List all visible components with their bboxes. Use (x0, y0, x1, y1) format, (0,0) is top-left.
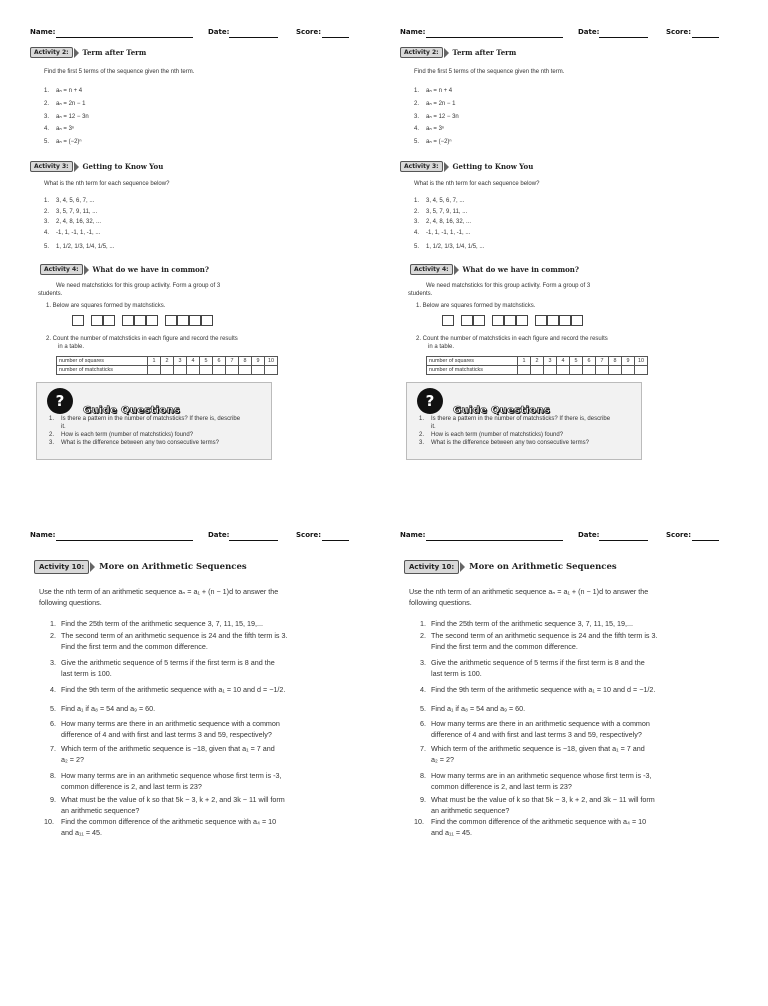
item-text: aₙ = 3ⁿ (426, 126, 445, 133)
name-field[interactable] (426, 540, 563, 541)
name-label: Name: (30, 28, 56, 36)
matchstick-squares-figure (72, 315, 220, 326)
list-item-cont: a₂ = 2? (61, 755, 84, 764)
item-number: 5. (420, 704, 426, 713)
name-label: Name: (400, 531, 426, 539)
list-item-cont: difference of 4 and with first and last terms 3 and 59, respectively? (431, 730, 642, 739)
list-item (419, 439, 589, 447)
item-text: aₙ = (−2)ⁿ (426, 139, 452, 146)
arrow-icon (444, 162, 449, 172)
activity-4-step-2: 2. Count the number of matchsticks in each figure and record the results (416, 336, 608, 342)
activity-tag: Activity 10: (404, 560, 459, 574)
table-column-header: 3 (544, 357, 557, 366)
list-item (50, 719, 280, 729)
item-text: Find the common difference of the arithmetic sequence with a₄ = 10 (431, 817, 647, 826)
list-item (50, 744, 275, 754)
list-item-cont: Find the first term and the common difference. (431, 642, 578, 651)
item-text: aₙ = 2n − 1 (426, 100, 456, 107)
item-number: 2. (44, 100, 50, 107)
item-number: 1. (49, 416, 55, 422)
matchsticks-table (56, 356, 278, 375)
item-number: 4. (414, 229, 420, 236)
date-field[interactable] (229, 540, 278, 541)
activity-10-heading (34, 560, 247, 574)
item-text: aₙ = n + 4 (56, 88, 83, 94)
table-cell-blank[interactable] (583, 366, 596, 375)
date-label: Date: (208, 531, 230, 539)
list-item-cont: a₂ = 2? (431, 755, 454, 764)
list-item (49, 415, 240, 423)
worksheet-header (400, 28, 760, 42)
table-row-label: number of matchsticks (57, 366, 148, 375)
table-column-header: 5 (570, 357, 583, 366)
item-text: -1, 1, -1, 1, -1, ... (426, 229, 471, 236)
item-number: 4. (420, 685, 426, 694)
list-item-cont: an arithmetic sequence? (61, 806, 140, 815)
activity-3-instruction: What is the nth term for each sequence below? (414, 181, 540, 187)
date-label: Date: (208, 28, 230, 36)
table-cell-blank[interactable] (239, 366, 252, 375)
list-item (414, 229, 470, 237)
table-column-header: 3 (174, 357, 187, 366)
score-field[interactable] (692, 540, 719, 541)
score-label: Score: (666, 28, 691, 36)
item-number: 4. (44, 126, 50, 133)
table-column-header: 6 (583, 357, 596, 366)
activity-4-heading (410, 264, 579, 275)
table-column-header: 8 (239, 357, 252, 366)
date-field[interactable] (599, 37, 648, 38)
arrow-icon (74, 162, 79, 172)
activity-title: More on Arithmetic Sequences (99, 562, 247, 572)
activity-title: Term after Term (82, 48, 147, 57)
figure-4-squares (165, 315, 213, 326)
list-item-cont: it. (61, 424, 66, 430)
list-item (420, 631, 658, 641)
item-text: Give the arithmetic sequence of 5 terms if the first term is 8 and the (431, 658, 645, 667)
activity-title: What do we have in common? (92, 265, 209, 274)
activity-10-intro: Use the nth term of an arithmetic sequence aₙ = a₁ + (n − 1)d to answer the (39, 587, 279, 596)
table-cell-blank[interactable] (531, 366, 544, 375)
guide-questions-box (406, 382, 642, 460)
item-number: 1. (414, 88, 420, 94)
name-field[interactable] (56, 37, 193, 38)
item-number: 9. (50, 795, 56, 804)
item-text: Find a₁ if a₈ = 54 and a₉ = 60. (61, 704, 156, 713)
table-column-header: 6 (213, 357, 226, 366)
item-number: 4. (50, 685, 56, 694)
table-column-header: 10 (635, 357, 648, 366)
list-item-cont: common difference is 2, and last term is 23? (431, 782, 572, 791)
item-number: 2. (44, 208, 50, 215)
item-number: 3. (50, 658, 56, 667)
table-cell-blank[interactable] (557, 366, 570, 375)
item-text: Find the 9th term of the arithmetic sequence with a₁ = 10 and d = −1/2. (61, 685, 286, 694)
item-text: 1, 1/2, 1/3, 1/4, 1/5, ... (426, 244, 485, 250)
item-text: 3, 4, 5, 6, 7, ... (426, 198, 465, 204)
item-text: Find the 25th term of the arithmetic sequence 3, 7, 11, 15, 19,... (431, 619, 634, 628)
list-item-cont: difference of 4 and with first and last terms 3 and 59, respectively? (61, 730, 272, 739)
table-cell-blank[interactable] (174, 366, 187, 375)
table-column-header: 2 (161, 357, 174, 366)
date-label: Date: (578, 28, 600, 36)
activity-4-intro: We need matchsticks for this group activity. Form a group of 3 (56, 283, 221, 289)
activity-4-heading (40, 264, 209, 275)
item-number: 4. (44, 229, 50, 236)
item-number: 2. (49, 432, 55, 438)
item-number: 3. (419, 440, 425, 446)
figure-3-squares (122, 315, 158, 326)
item-text: The second term of an arithmetic sequence is 24 and the fifth term is 3. (431, 631, 658, 640)
list-item-cont: last term is 100. (431, 669, 482, 678)
item-text: 1, 1/2, 1/3, 1/4, 1/5, ... (56, 244, 115, 250)
list-item-cont: last term is 100. (61, 669, 112, 678)
activity-tag: Activity 4: (410, 264, 453, 275)
guide-questions-title: Guide Questions (453, 405, 551, 416)
item-text: 2, 4, 8, 16, 32, ... (56, 219, 102, 225)
list-item (420, 719, 650, 729)
item-text: How many terms are in an arithmetic sequence whose first term is -3, (431, 771, 652, 780)
list-item (414, 113, 459, 121)
item-number: 5. (414, 139, 420, 146)
figure-1-squares (442, 315, 454, 326)
list-item (44, 100, 85, 108)
table-row-label: number of matchsticks (427, 366, 518, 375)
list-item (419, 415, 610, 423)
matchsticks-table (426, 356, 648, 375)
list-item (49, 439, 219, 447)
table-column-header: 1 (148, 357, 161, 366)
item-text: aₙ = 2n − 1 (56, 100, 86, 107)
item-text: Find the 25th term of the arithmetic sequence 3, 7, 11, 15, 19,... (61, 619, 264, 628)
item-text: aₙ = 12 − 3n (56, 113, 89, 120)
item-text: What is the difference between any two consecutive terms? (61, 440, 219, 446)
item-text: Which term of the arithmetic sequence is −18, given that a₁ = 7 and (61, 744, 275, 753)
list-item (414, 87, 452, 95)
item-number: 3. (44, 113, 50, 120)
list-item-cont: it. (431, 424, 436, 430)
item-number: 5. (44, 139, 50, 146)
item-number: 10. (44, 817, 54, 826)
activity-4-step-2: 2. Count the number of matchsticks in each figure and record the results (46, 336, 238, 342)
list-item (44, 208, 97, 216)
item-text: Find the 9th term of the arithmetic sequence with a₁ = 10 and d = −1/2. (431, 685, 656, 694)
figure-4-squares (535, 315, 583, 326)
figure-2-squares (461, 315, 485, 326)
item-text: How many terms are in an arithmetic sequence whose first term is -3, (61, 771, 282, 780)
date-field[interactable] (229, 37, 278, 38)
question-mark-icon: ? (47, 388, 73, 414)
item-number: 3. (49, 440, 55, 446)
activity-4-step-1: 1. Below are squares formed by matchsticks. (46, 303, 166, 309)
item-text: 2, 4, 8, 16, 32, ... (426, 219, 472, 225)
table-column-header: 5 (200, 357, 213, 366)
score-field[interactable] (322, 37, 349, 38)
item-number: 5. (44, 244, 50, 250)
activity-10-heading (404, 560, 617, 574)
item-text: 3, 4, 5, 6, 7, ... (56, 198, 95, 204)
list-item (414, 125, 444, 133)
activity-title: More on Arithmetic Sequences (469, 562, 617, 572)
list-item (414, 208, 467, 216)
item-text: What must be the value of k so that 5k − 3, k + 2, and 3k − 11 will form (431, 795, 655, 804)
table-cell-blank[interactable] (252, 366, 265, 375)
item-text: How many terms are there in an arithmetic sequence with a common (61, 719, 280, 728)
table-cell-blank[interactable] (200, 366, 213, 375)
item-text: aₙ = (−2)ⁿ (56, 139, 82, 146)
table-cell-blank[interactable] (226, 366, 239, 375)
list-item (414, 218, 471, 226)
table-row-label: number of squares (57, 357, 148, 366)
item-number: 6. (50, 719, 56, 728)
item-text: aₙ = n + 4 (426, 88, 453, 94)
list-item (44, 125, 74, 133)
list-item (44, 197, 94, 205)
list-item (50, 631, 288, 641)
item-number: 5. (50, 704, 56, 713)
activity-tag: Activity 3: (30, 161, 73, 172)
activity-tag: Activity 10: (34, 560, 89, 574)
list-item (49, 431, 193, 439)
figure-2-squares (91, 315, 115, 326)
list-item-cont: common difference is 2, and last term is 23? (61, 782, 202, 791)
list-item (414, 243, 484, 251)
list-item (50, 771, 282, 781)
item-number: 7. (50, 744, 56, 753)
activity-title: Getting to Know You (452, 162, 534, 171)
table-row-label: number of squares (427, 357, 518, 366)
activity-10-intro-cont: following questions. (409, 598, 472, 607)
score-label: Score: (296, 28, 321, 36)
activity-4-step-2-cont: in a table. (58, 344, 85, 350)
score-field[interactable] (692, 37, 719, 38)
list-item-cont: and a₁₁ = 45. (61, 828, 103, 837)
table-column-header: 9 (252, 357, 265, 366)
guide-questions-box (36, 382, 272, 460)
matchstick-squares-figure (442, 315, 590, 326)
list-item (420, 771, 652, 781)
item-text: 3, 5, 7, 9, 11, ... (426, 208, 468, 215)
date-field[interactable] (599, 540, 648, 541)
item-number: 3. (420, 658, 426, 667)
item-text: Which term of the arithmetic sequence is −18, given that a₁ = 7 and (431, 744, 645, 753)
score-field[interactable] (322, 540, 349, 541)
activity-4-step-1: 1. Below are squares formed by matchsticks. (416, 303, 536, 309)
table-row (427, 357, 648, 366)
item-number: 1. (414, 198, 420, 204)
table-cell-blank[interactable] (265, 366, 278, 375)
arrow-icon (444, 48, 449, 58)
list-item-cont: an arithmetic sequence? (431, 806, 510, 815)
item-text: How many terms are there in an arithmetic sequence with a common (431, 719, 650, 728)
date-label: Date: (578, 531, 600, 539)
list-item (44, 243, 114, 251)
activity-10-intro-cont: following questions. (39, 598, 102, 607)
table-column-header: 7 (226, 357, 239, 366)
item-number: 2. (414, 208, 420, 215)
table-row (57, 366, 278, 375)
table-cell-blank[interactable] (570, 366, 583, 375)
item-number: 6. (420, 719, 426, 728)
item-number: 4. (414, 126, 420, 133)
item-number: 10. (414, 817, 424, 826)
table-row (427, 366, 648, 375)
arrow-icon (84, 265, 89, 275)
table-cell-blank[interactable] (596, 366, 609, 375)
item-number: 1. (419, 416, 425, 422)
activity-10-intro: Use the nth term of an arithmetic sequence aₙ = a₁ + (n − 1)d to answer the (409, 587, 649, 596)
table-column-header: 7 (596, 357, 609, 366)
item-text: aₙ = 12 − 3n (426, 113, 459, 120)
worksheet-header (400, 531, 760, 545)
item-number: 2. (50, 631, 56, 640)
worksheet-header (30, 531, 390, 545)
item-number: 3. (414, 219, 420, 225)
score-label: Score: (296, 531, 321, 539)
worksheet-header (30, 28, 390, 42)
list-item (50, 795, 285, 805)
list-item (420, 744, 645, 754)
list-item (420, 658, 645, 668)
activity-4-intro: We need matchsticks for this group activity. Form a group of 3 (426, 283, 591, 289)
table-cell-blank[interactable] (518, 366, 531, 375)
table-cell-blank[interactable] (622, 366, 635, 375)
list-item (44, 113, 89, 121)
item-number: 1. (420, 619, 426, 628)
activity-2-heading (400, 47, 516, 58)
item-text: -1, 1, -1, 1, -1, ... (56, 229, 101, 236)
table-column-header: 4 (557, 357, 570, 366)
list-item (44, 229, 100, 237)
arrow-icon (460, 562, 465, 572)
arrow-icon (90, 562, 95, 572)
list-item (420, 619, 633, 629)
table-cell-blank[interactable] (544, 366, 557, 375)
name-label: Name: (400, 28, 426, 36)
list-item (44, 218, 101, 226)
item-number: 1. (44, 88, 50, 94)
item-text: Find the common difference of the arithmetic sequence with a₄ = 10 (61, 817, 277, 826)
item-number: 3. (414, 113, 420, 120)
activity-3-heading (30, 161, 163, 172)
list-item (420, 795, 655, 805)
item-text: How is each term (number of matchsticks) found? (431, 432, 564, 438)
activity-3-instruction: What is the nth term for each sequence below? (44, 181, 170, 187)
table-column-header: 9 (622, 357, 635, 366)
list-item (420, 704, 525, 714)
table-cell-blank[interactable] (609, 366, 622, 375)
list-item (420, 685, 655, 695)
item-number: 1. (50, 619, 56, 628)
item-number: 2. (419, 432, 425, 438)
item-text: Find a₁ if a₈ = 54 and a₉ = 60. (431, 704, 526, 713)
list-item (44, 87, 82, 95)
table-column-header: 10 (265, 357, 278, 366)
activity-title: What do we have in common? (462, 265, 579, 274)
item-text: Is there a pattern in the number of matchsticks? If there is, describe (61, 416, 241, 422)
table-cell-blank[interactable] (213, 366, 226, 375)
arrow-icon (454, 265, 459, 275)
table-cell-blank[interactable] (161, 366, 174, 375)
figure-1-squares (72, 315, 84, 326)
score-label: Score: (666, 531, 691, 539)
activity-4-intro-cont: students. (38, 291, 63, 297)
list-item (414, 100, 455, 108)
item-text: The second term of an arithmetic sequence is 24 and the fifth term is 3. (61, 631, 288, 640)
list-item (414, 817, 646, 827)
item-number: 7. (420, 744, 426, 753)
list-item (50, 685, 285, 695)
table-cell-blank[interactable] (635, 366, 648, 375)
table-row (57, 357, 278, 366)
table-column-header: 2 (531, 357, 544, 366)
item-text: Give the arithmetic sequence of 5 terms if the first term is 8 and the (61, 658, 275, 667)
activity-tag: Activity 2: (30, 47, 73, 58)
item-number: 8. (50, 771, 56, 780)
list-item (414, 138, 452, 146)
list-item (50, 658, 275, 668)
activity-tag: Activity 3: (400, 161, 443, 172)
item-text: What is the difference between any two consecutive terms? (431, 440, 589, 446)
list-item (44, 817, 276, 827)
table-cell-blank[interactable] (187, 366, 200, 375)
item-number: 8. (420, 771, 426, 780)
activity-2-heading (30, 47, 146, 58)
guide-questions-title: Guide Questions (83, 405, 181, 416)
list-item (50, 619, 263, 629)
item-number: 1. (44, 198, 50, 204)
item-text: How is each term (number of matchsticks) found? (61, 432, 194, 438)
arrow-icon (74, 48, 79, 58)
item-number: 3. (44, 219, 50, 225)
figure-3-squares (492, 315, 528, 326)
item-number: 5. (414, 244, 420, 250)
item-number: 2. (420, 631, 426, 640)
item-text: Is there a pattern in the number of matchsticks? If there is, describe (431, 416, 611, 422)
table-column-header: 4 (187, 357, 200, 366)
item-text: aₙ = 3ⁿ (56, 126, 75, 133)
item-text: What must be the value of k so that 5k − 3, k + 2, and 3k − 11 will form (61, 795, 285, 804)
activity-tag: Activity 4: (40, 264, 83, 275)
list-item (44, 138, 82, 146)
table-column-header: 1 (518, 357, 531, 366)
list-item-cont: and a₁₁ = 45. (431, 828, 473, 837)
name-label: Name: (30, 531, 56, 539)
list-item-cont: Find the first term and the common difference. (61, 642, 208, 651)
activity-4-step-2-cont: in a table. (428, 344, 455, 350)
activity-title: Getting to Know You (82, 162, 164, 171)
name-field[interactable] (56, 540, 193, 541)
question-mark-icon: ? (417, 388, 443, 414)
activity-3-heading (400, 161, 533, 172)
name-field[interactable] (426, 37, 563, 38)
list-item (419, 431, 563, 439)
activity-title: Term after Term (452, 48, 517, 57)
item-text: 3, 5, 7, 9, 11, ... (56, 208, 98, 215)
list-item (414, 197, 464, 205)
item-number: 9. (420, 795, 426, 804)
list-item (50, 704, 155, 714)
activity-2-instruction: Find the first 5 terms of the sequence given the nth term. (414, 69, 565, 75)
item-number: 2. (414, 100, 420, 107)
table-column-header: 8 (609, 357, 622, 366)
activity-2-instruction: Find the first 5 terms of the sequence given the nth term. (44, 69, 195, 75)
table-cell-blank[interactable] (148, 366, 161, 375)
activity-tag: Activity 2: (400, 47, 443, 58)
activity-4-intro-cont: students. (408, 291, 433, 297)
